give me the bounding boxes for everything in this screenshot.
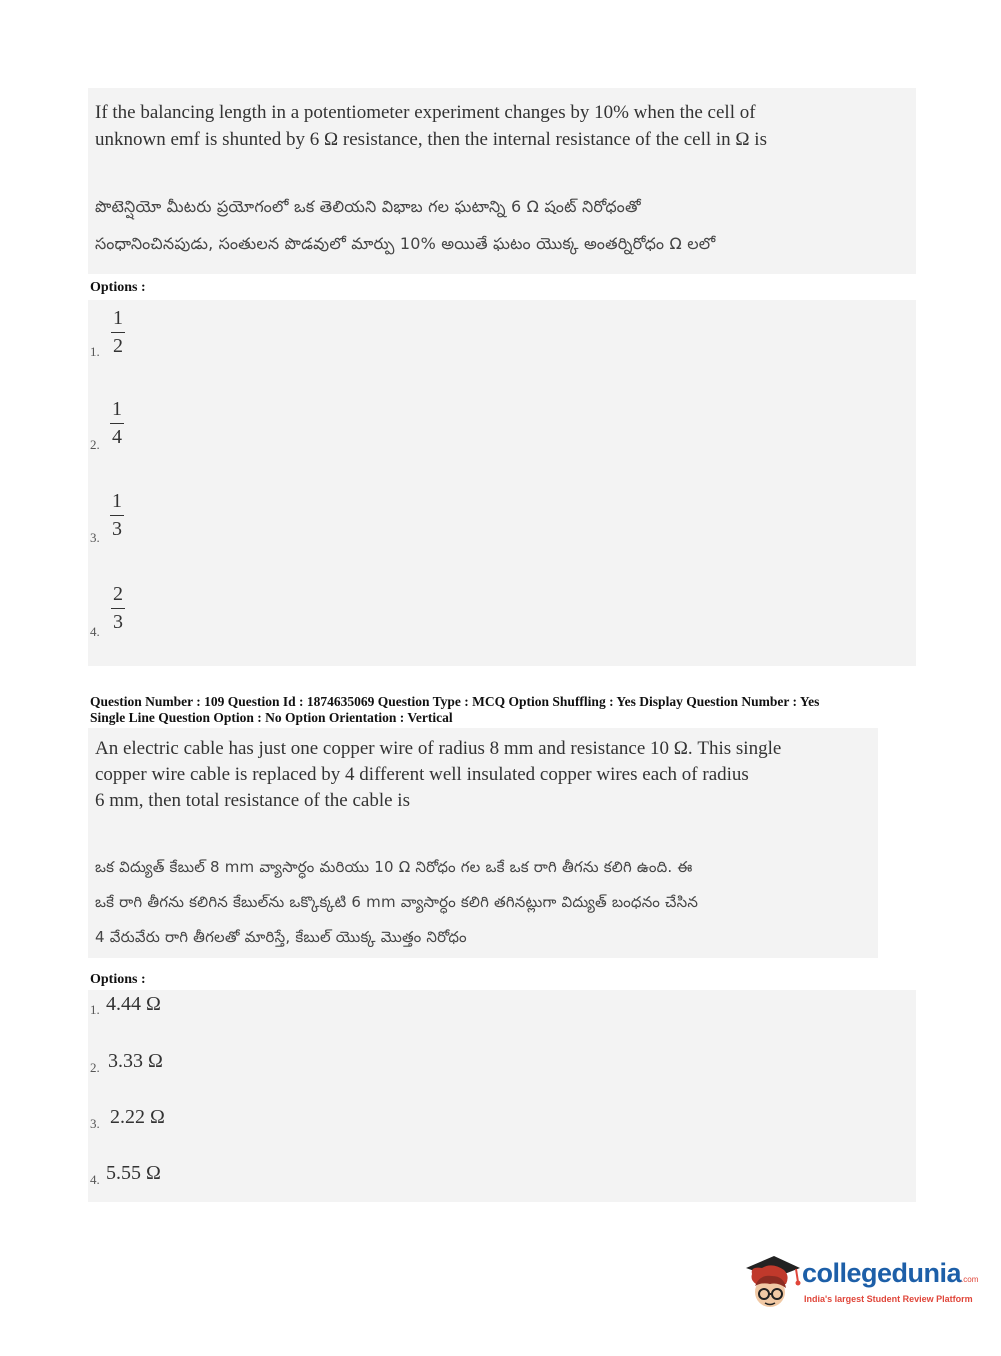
text-line: 4 వేరువేరు రాగి తీగలతో మారిస్తే, కేబుల్ యొక్క మొత్తం నిరోధం bbox=[95, 928, 467, 946]
text-line: ఒక విద్యుత్ కేబుల్ 8 mm వ్యాసార్ధం మరియు 10 Ω నిరోధం గల ఒకే ఒక రాగి తీగను కలిగి ఉంది. ఈ bbox=[95, 858, 693, 876]
option-3-value[interactable]: 2.22 Ω bbox=[110, 1106, 165, 1128]
meta-line: Question Number : 109 Question Id : 1874635069 Question Type : MCQ Option Shuffling : Yes Display Question Number : Yes bbox=[90, 694, 820, 709]
question-109-telugu bbox=[95, 850, 885, 955]
numerator: 1 bbox=[112, 398, 122, 420]
option-3-fraction[interactable] bbox=[108, 490, 126, 541]
option-2-fraction[interactable] bbox=[108, 398, 126, 449]
question-109-english bbox=[95, 736, 875, 814]
mascot-icon bbox=[740, 1250, 802, 1312]
option-number: 4. bbox=[90, 1172, 100, 1187]
brand-suffix: .com bbox=[961, 1275, 979, 1284]
option-1-value[interactable]: 4.44 Ω bbox=[106, 993, 161, 1015]
brand-tagline: India's largest Student Review Platform bbox=[804, 1294, 973, 1304]
text-line: An electric cable has just one copper wire of radius 8 mm and resistance 10 Ω. This single bbox=[95, 738, 782, 759]
numerator: 1 bbox=[112, 490, 122, 512]
option-number: 2. bbox=[90, 437, 100, 452]
text-line: If the balancing length in a potentiometer experiment changes by 10% when the cell of bbox=[95, 102, 756, 123]
option-1-fraction[interactable] bbox=[109, 307, 127, 358]
denominator: 2 bbox=[113, 335, 123, 357]
numerator: 1 bbox=[113, 307, 123, 329]
meta-line: Single Line Question Option : No Option Orientation : Vertical bbox=[90, 710, 453, 725]
option-number: 2. bbox=[90, 1060, 100, 1075]
text-line: unknown emf is shunted by 6 Ω resistance, then the internal resistance of the cell in Ω is bbox=[95, 129, 767, 150]
numerator: 2 bbox=[113, 583, 123, 605]
question-109-meta bbox=[90, 694, 950, 726]
text-line: సంధానించినపుడు, సంతులన పొడవులో మార్పు 10% అయితే ఘటం యొక్క అంతర్నిరోధం Ω లలో bbox=[95, 234, 716, 253]
text-line: 6 mm, then total resistance of the cable is bbox=[95, 790, 410, 811]
brand-name: collegedunia bbox=[802, 1258, 962, 1288]
options-label: Options : bbox=[90, 280, 146, 295]
option-number: 3. bbox=[90, 530, 100, 545]
text-line: ఒకే రాగి తీగను కలిగిన కేబుల్‌ను ఒక్కొక్కటి 6 mm వ్యాసార్ధం కలిగి తగినట్లుగా విద్యుత్ బంధనం చేసిన bbox=[95, 893, 699, 911]
denominator: 3 bbox=[112, 518, 122, 540]
collegedunia-logo[interactable] bbox=[740, 1250, 979, 1312]
text-line: పొటెన్షియో మీటరు ప్రయోగంలో ఒక తెలియని విభాబ గల ఘటాన్ని 6 Ω షంట్ నిరోధంతో bbox=[95, 197, 641, 216]
denominator: 4 bbox=[112, 426, 122, 448]
fraction-bar bbox=[110, 423, 124, 424]
option-2-value[interactable]: 3.33 Ω bbox=[108, 1050, 163, 1072]
options-label: Options : bbox=[90, 972, 146, 987]
fraction-bar bbox=[111, 332, 125, 333]
option-number: 3. bbox=[90, 1116, 100, 1131]
text-line: copper wire cable is replaced by 4 different well insulated copper wires each of radius bbox=[95, 764, 749, 785]
option-number: 1. bbox=[90, 1002, 100, 1017]
denominator: 3 bbox=[113, 611, 123, 633]
option-4-value[interactable]: 5.55 Ω bbox=[106, 1162, 161, 1184]
fraction-bar bbox=[110, 515, 124, 516]
options-108-block bbox=[88, 300, 916, 666]
question-108-english bbox=[95, 99, 895, 153]
option-number: 4. bbox=[90, 624, 100, 639]
question-108-telugu bbox=[95, 188, 895, 262]
options-109-block bbox=[88, 990, 916, 1202]
option-4-fraction[interactable] bbox=[109, 583, 127, 634]
fraction-bar bbox=[111, 608, 125, 609]
option-number: 1. bbox=[90, 344, 100, 359]
